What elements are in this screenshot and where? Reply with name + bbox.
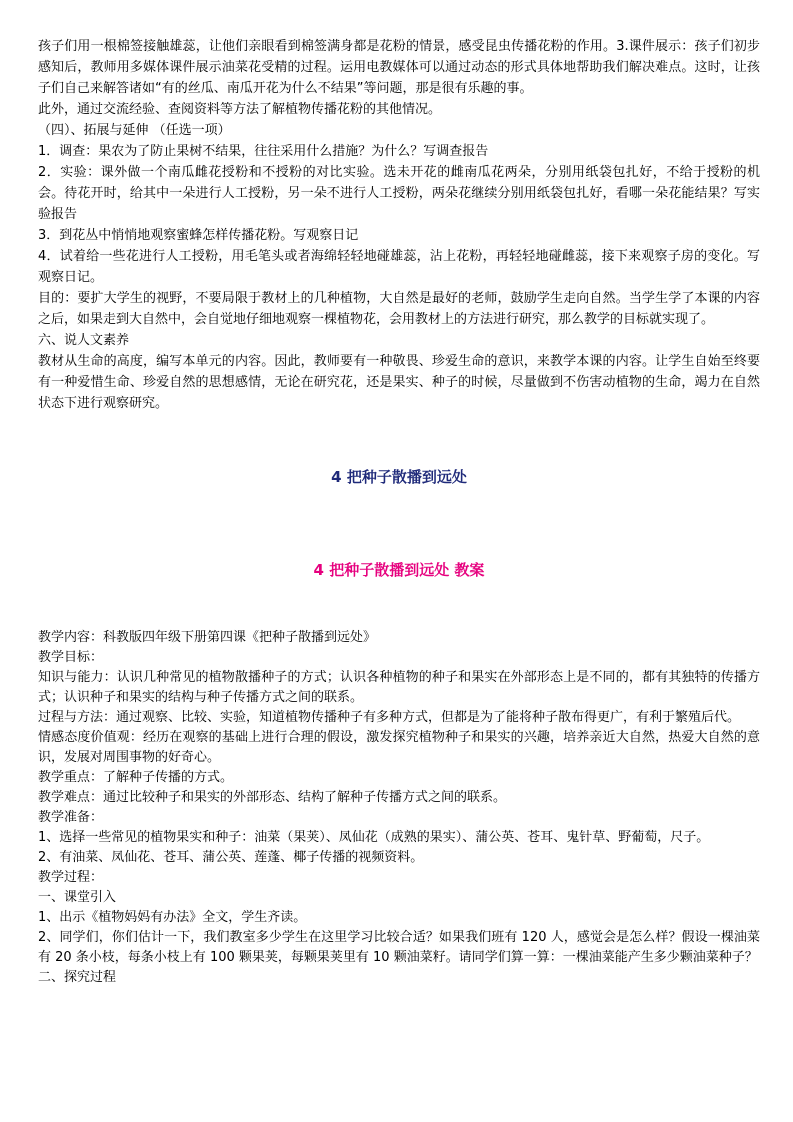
paragraph: 1．调查：果农为了防止果树不结果，往往采用什么措施？为什么？写调查报告 [38, 144, 489, 159]
paragraph: （四）、拓展与延伸 （任选一项） [38, 123, 231, 138]
paragraph: 1、出示《植物妈妈有办法》全文，学生齐读。 [38, 910, 307, 925]
document-page [38, 36, 760, 988]
paragraph: 教学内容：科教版四年级下册第四课《把种子散播到远处》 [38, 630, 377, 645]
paragraph: 教学准备： [38, 810, 104, 825]
paragraph: 1、选择一些常见的植物果实和种子：油菜（果荚）、凤仙花（成熟的果实）、蒲公英、苍耳、鬼针草、野葡萄，尺子。 [38, 830, 710, 845]
paragraph: 4．试着给一些花进行人工授粉，用毛笔头或者海绵轻轻地碰雄蕊，沾上花粉，再轻轻地碰雌蕊，接下来观察子房的变化。写观察日记。 [38, 249, 760, 285]
paragraph: 知识与能力：认识几种常见的植物散播种子的方式；认识各种植物的种子和果实在外部形态上是不同的，都有其独特的传播方式；认识种子和果实的结构与种子传播方式之间的联系。 [38, 670, 760, 705]
paragraph: 二、探究过程 [38, 970, 117, 985]
chapter-title: 4 把种子散播到远处 [331, 468, 467, 486]
paragraph: 教学重点：了解种子传播的方式。 [38, 770, 234, 785]
paragraph: 一、课堂引入 [38, 890, 117, 905]
paragraph: 过程与方法：通过观察、比较、实验，知道植物传播种子有多种方式，但都是为了能将种子散布得更广，有利于繁殖后代。 [38, 710, 741, 725]
paragraph: 3．到花丛中悄悄地观察蜜蜂怎样传播花粉。写观察日记 [38, 228, 359, 243]
paragraph: 2、同学们，你们估计一下，我们教室多少学生在这里学习比较合适？如果我们班有 120 人，感觉会是怎么样？假设一棵油菜有 20 条小枝，每条小枝上有 100 颗果荚，每颗果荚里有 10 颗油菜籽。请同学们算一算：一棵油菜能产生多少颗油菜种子？ [38, 930, 760, 965]
paragraph: 2．实验：课外做一个南瓜雌花授粉和不授粉的对比实验。选未开花的雌南瓜花两朵，分别用纸袋包扎好，不给于授粉的机会。待花开时，给其中一朵进行人工授粉，另一朵不进行人工授粉，两朵花继续分别用纸袋包扎好，看哪一朵花能结果？写实验报告 [38, 165, 760, 222]
section-pollination-continued [38, 36, 760, 414]
section-lesson-plan [38, 628, 760, 988]
paragraph: 目的：要扩大学生的视野，不要局限于教材上的几种植物，大自然是最好的老师，鼓励学生走向自然。当学生学了本课的内容之后，如果走到大自然中，会自觉地仔细地观察一棵植物花，会用教材上的方法进行研究，那么教学的目标就实现了。 [38, 291, 760, 327]
lesson-plan-title: 4 把种子散播到远处 教案 [313, 561, 485, 579]
paragraph: 2、有油菜、凤仙花、苍耳、蒲公英、莲蓬、椰子传播的视频资料。 [38, 850, 424, 865]
paragraph: 教材从生命的高度，编写本单元的内容。因此，教师要有一种敬畏、珍爱生命的意识，来教学本课的内容。让学生自始至终要有一种爱惜生命、珍爱自然的思想感情，无论在研究花，还是果实、种子的时候，尽量做到不伤害动植物的生命，竭力在自然状态下进行观察研究。 [38, 354, 760, 411]
paragraph: 教学难点：通过比较种子和果实的外部形态、结构了解种子传播方式之间的联系。 [38, 790, 507, 805]
paragraph: 此外，通过交流经验、查阅资料等方法了解植物传播花粉的其他情况。 [38, 102, 442, 117]
paragraph: 孩子们用一根棉签接触雄蕊，让他们亲眼看到棉签满身都是花粉的情景，感受昆虫传播花粉的作用。3.课件展示：孩子们初步感知后，教师用多媒体课件展示油菜花受精的过程。运用电教媒体可以通过动态的形式具体地帮助我们解决难点。这时，让孩子们自己来解答诸如“有的丝瓜、南瓜开花为什么不结果”等问题，那是很有乐趣的事。 [38, 39, 760, 96]
paragraph: 教学目标： [38, 650, 104, 665]
paragraph: 情感态度价值观：经历在观察的基础上进行合理的假设，激发探究植物种子和果实的兴趣，培养亲近大自然，热爱大自然的意识，发展对周围事物的好奇心。 [38, 730, 760, 765]
paragraph: 六、说人文素养 [38, 333, 130, 348]
paragraph: 教学过程： [38, 870, 104, 885]
